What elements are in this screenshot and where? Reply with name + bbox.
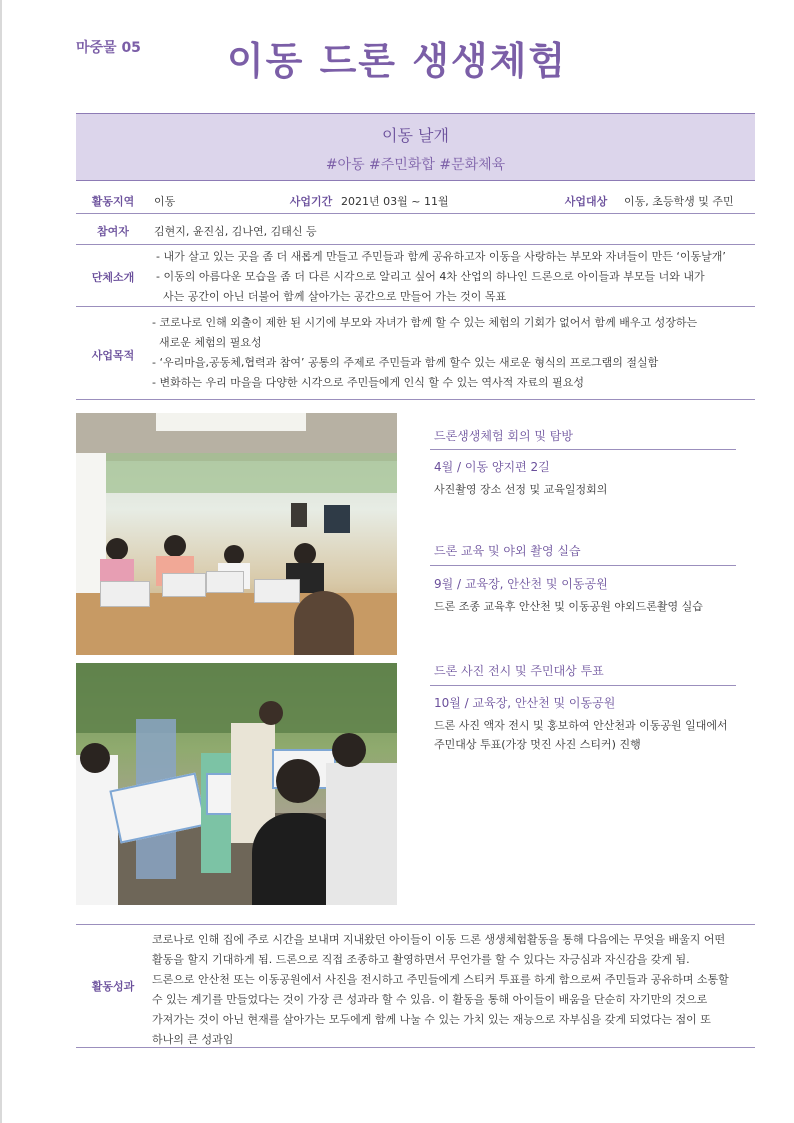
page-edge — [0, 0, 2, 1123]
purpose-text — [152, 313, 697, 393]
activity-1-heading: 드론생생체험 회의 및 탐방 — [434, 429, 573, 443]
activity-3-desc — [434, 716, 728, 754]
purpose-line: 새로운 체험의 필요성 — [152, 336, 262, 349]
hashtags: #아동 #주민화합 #문화체육 — [325, 157, 506, 173]
outcome-label: 활동성과 — [91, 980, 135, 993]
intro-label: 단체소개 — [91, 271, 135, 284]
park-photo — [76, 663, 397, 905]
purpose-label: 사업목적 — [91, 349, 135, 362]
info-row-participants — [76, 214, 755, 245]
intro-line: - 이동의 아름다운 모습을 좀 더 다른 시각으로 알리고 싶어 4차 산업의 하나인 드론으로 아이들과 부모들 너와 내가 — [156, 270, 705, 283]
outcome-line: 수 있는 계기를 만들었다는 것이 가장 큰 성과라 할 수 있음. 이 활동을 통해 아이들이 배움을 단순히 자기만의 것으로 — [152, 993, 708, 1006]
org-name: 이동 날개 — [382, 126, 449, 145]
info-row-purpose — [76, 307, 755, 400]
org-banner — [76, 113, 755, 181]
period-value: 2021년 03월 ~ 11월 — [341, 195, 449, 208]
classroom-photo — [76, 413, 397, 655]
page-title: 이동 드론 생생체험 — [226, 39, 568, 83]
intro-text — [156, 247, 726, 307]
activity-2-desc-line: 드론 조종 교육후 안산천 및 이동공원 야외드론촬영 실습 — [434, 600, 703, 613]
area-value: 이동 — [154, 195, 176, 208]
activity-1-when-where: 4월 / 이동 양지편 2길 — [434, 460, 550, 474]
participants-value: 김현지, 윤진심, 김나연, 김태신 등 — [154, 225, 317, 238]
outcome-line: 하나의 큰 성과임 — [152, 1033, 234, 1046]
activity-2-desc — [434, 597, 703, 616]
intro-line: - 내가 살고 있는 곳을 좀 더 새롭게 만들고 주민들과 함께 공유하고자 이동을 사랑하는 부모와 자녀들이 만든 ‘이동날개’ — [156, 250, 726, 263]
activity-2-heading: 드론 교육 및 야외 촬영 실습 — [434, 544, 581, 558]
outcome-row — [76, 924, 755, 1048]
activity-2-when-where: 9월 / 교육장, 안산천 및 이동공원 — [434, 577, 608, 591]
activity-1-desc-line: 사진촬영 장소 선정 및 교육일정회의 — [434, 483, 608, 496]
activity-1-desc — [434, 480, 607, 499]
activity-3-desc-line: 주민대상 투표(가장 멋진 사진 스티커) 진행 — [434, 738, 641, 751]
activity-1-rule — [430, 449, 736, 450]
intro-line: 사는 공간이 아닌 더불어 함께 살아가는 공간으로 만들어 가는 것이 목표 — [156, 290, 507, 303]
period-label: 사업기간 — [289, 195, 333, 208]
outcome-line: 활동을 할지 기대하게 됨. 드론으로 직접 조종하고 촬영하면서 무언가를 할 수 있다는 자긍심과 자신감을 갖게 됨. — [152, 953, 690, 966]
info-row-basic — [76, 184, 755, 214]
purpose-line: - 코로나로 인해 외출이 제한 된 시기에 부모와 자녀가 함께 할 수 있는 체험의 기회가 없어서 함께 배우고 성장하는 — [152, 316, 698, 329]
purpose-line: - ‘우리마을,공동체,협력과 참여’ 공통의 주제로 주민들과 함께 할수 있는 새로운 형식의 프로그램의 절실함 — [152, 356, 659, 369]
target-label: 사업대상 — [564, 195, 608, 208]
outcome-line: 가져가는 것이 아닌 현재를 살아가는 모두에게 함께 나눌 수 있는 가치 있는 재능으로 자부심을 갖게 되었다는 점이 또 — [152, 1013, 711, 1026]
activity-3-desc-line: 드론 사진 액자 전시 및 홍보하여 안산천과 이동공원 일대에서 — [434, 719, 728, 732]
participants-label: 참여자 — [97, 225, 129, 238]
section-tag: 마중물 05 — [76, 40, 141, 56]
area-label: 활동지역 — [91, 195, 135, 208]
activity-3-heading: 드론 사진 전시 및 주민대상 투표 — [434, 664, 604, 678]
target-value: 이동, 초등학생 및 주민 — [624, 195, 734, 208]
activity-2-rule — [430, 565, 736, 566]
activity-3-when-where: 10월 / 교육장, 안산천 및 이동공원 — [434, 696, 616, 710]
outcome-line: 드론으로 안산천 또는 이동공원에서 사진을 전시하고 주민들에게 스티커 투표를 하게 함으로써 주민들과 공유하며 소통할 — [152, 973, 729, 986]
info-row-intro — [76, 245, 755, 307]
outcome-line: 코로나로 인해 집에 주로 시간을 보내며 지내왔던 아이들이 이동 드론 생생체험활동을 통해 다음에는 무엇을 배울지 어떤 — [152, 933, 726, 946]
purpose-line: - 변화하는 우리 마을을 다양한 시각으로 주민들에게 인식 할 수 있는 역사적 자료의 필요성 — [152, 376, 584, 389]
activity-3-rule — [430, 685, 736, 686]
outcome-text — [152, 930, 729, 1050]
